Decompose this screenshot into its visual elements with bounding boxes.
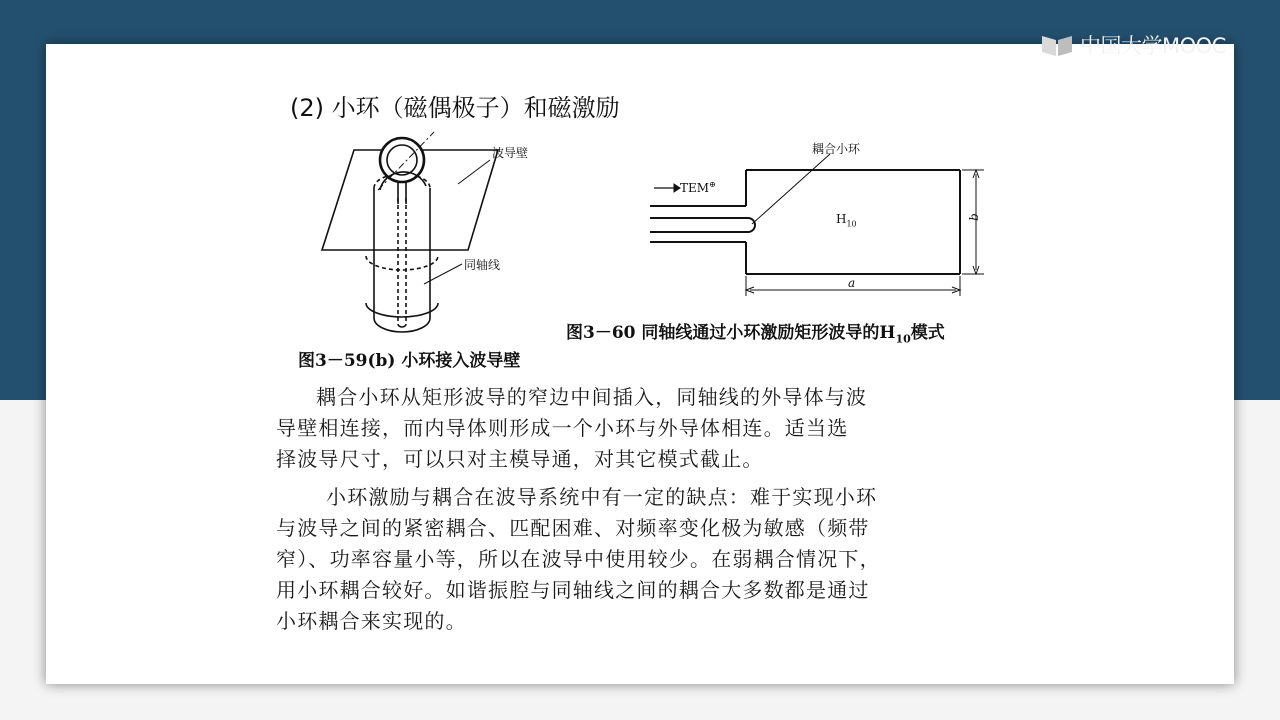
label-a-dimension: a (848, 276, 856, 290)
text-line: 小环耦合来实现的。 (276, 609, 467, 633)
section-heading: (2) 小环（磁偶极子）和磁激励 (290, 94, 620, 122)
logo-text: 中国大学MOOC (1080, 34, 1226, 58)
book-icon (1040, 32, 1074, 58)
label-waveguide-wall: 波导壁 (492, 146, 529, 160)
label-b-dimension: b (966, 213, 981, 221)
text-line: 导壁相连接，而内导体则形成一个小环与外导体相连。适当选 (276, 416, 849, 440)
text-line: 用小环耦合较好。如谐振腔与同轴线之间的耦合大多数都是通过 (276, 578, 870, 602)
text-line: 择波导尺寸，可以只对主模导通，对其它模式截止。 (276, 447, 764, 471)
loop-wall-diagram (318, 128, 578, 348)
paragraph-loop-insertion (276, 382, 1016, 475)
caption-fig-3-60: 图3－60 同轴线通过小环激励矩形波导的$H_{10}$模式 (566, 323, 945, 346)
text-line: 与波导之间的紧密耦合、匹配困难、对频率变化极为敏感（频带 (276, 516, 870, 540)
mooc-logo (1040, 30, 1226, 60)
figure-loop-in-wall (318, 128, 578, 352)
text-line: 耦合小环从矩形波导的窄边中间插入，同轴线的外导体与波 (316, 385, 868, 409)
label-tem: TEM⊕ (680, 180, 716, 195)
caption-fig-3-59b: 图3－59(b) 小环接入波导壁 (298, 351, 521, 371)
text-line: 窄）、功率容量小等，所以在波导中使用较少。在弱耦合情况下， (276, 547, 881, 571)
text-line: 小环激励与耦合在波导系统中有一定的缺点：难于实现小环 (326, 485, 878, 509)
label-h10-mode: $H_{10}$ (836, 212, 857, 229)
label-coax-line: 同轴线 (464, 258, 501, 272)
figure-h10-excitation (640, 136, 1000, 304)
h10-excitation-diagram (640, 136, 1000, 300)
label-coupling-loop: 耦合小环 (812, 142, 861, 156)
paragraph-loop-drawbacks (276, 482, 1016, 637)
